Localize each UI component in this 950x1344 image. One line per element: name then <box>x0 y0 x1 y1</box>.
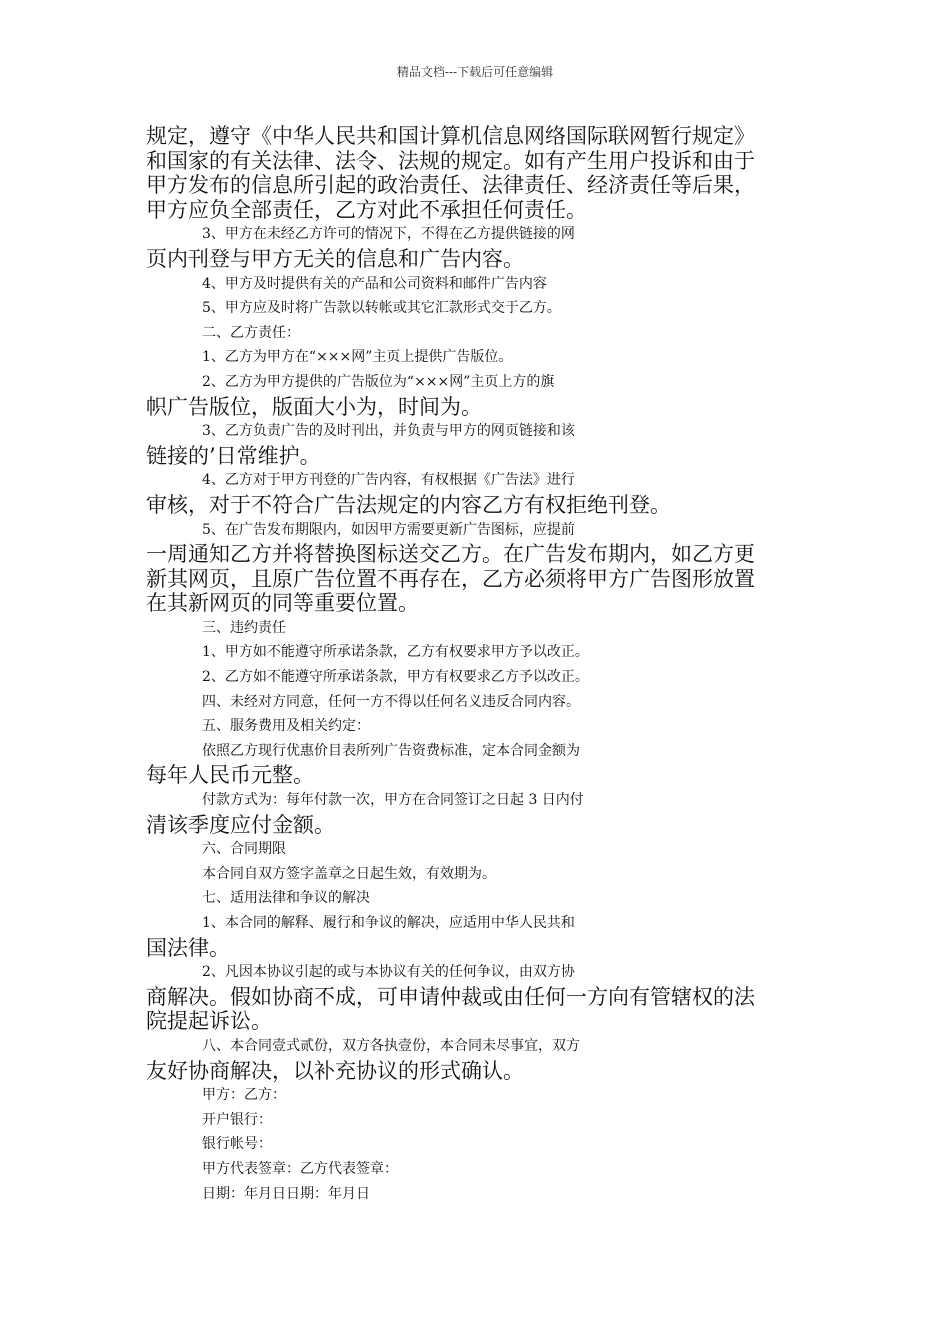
text-line: 七、适用法律和争议的解决 <box>202 890 370 907</box>
text-line: 日期：年月日日期：年月日 <box>202 1185 370 1202</box>
text-line: 清该季度应付金额。 <box>146 812 335 837</box>
text-line: 新其网页，且原广告位置不再存在，乙方必须将甲方广告图形放置 <box>146 566 755 591</box>
document-body <box>146 124 806 1206</box>
text-line: 甲方代表签章：乙方代表签章： <box>202 1160 398 1177</box>
text-line: 2、凡因本协议引起的或与本协议有关的任何争议，由双方协 <box>202 964 575 981</box>
text-line: 付款方式为：每年付款一次，甲方在合同签订之日起 3 日内付 <box>202 792 584 809</box>
text-line: 规定，遵守《中华人民共和国计算机信息网络国际联网暂行规定》 <box>146 124 755 148</box>
text-line: 本合同自双方签字盖章之日起生效，有效期为。 <box>202 865 496 882</box>
text-line: 五、服务费用及相关约定： <box>202 718 370 735</box>
text-line: 院提起诉讼。 <box>146 1009 272 1034</box>
text-line: 六、合同期限 <box>202 841 286 858</box>
text-line: 1、乙方为甲方在“×××网”主页上提供广告版位。 <box>202 349 513 366</box>
page-header: 精品文档---下载后可任意编辑 <box>396 65 554 79</box>
text-line: 甲方：乙方： <box>202 1087 286 1104</box>
text-line: 3、甲方在未经乙方许可的情况下，不得在乙方提供链接的网 <box>202 226 575 243</box>
text-line: 审核，对于不符合广告法规定的内容乙方有权拒绝刊登。 <box>146 492 671 517</box>
text-line: 页内刊登与甲方无关的信息和广告内容。 <box>146 246 524 271</box>
text-line: 5、在广告发布期限内，如因甲方需要更新广告图标，应提前 <box>202 521 575 538</box>
text-line: 国法律。 <box>146 935 230 960</box>
text-line: 5、甲方应及时将广告款以转帐或其它汇款形式交于乙方。 <box>202 300 561 317</box>
text-line: 1、本合同的解释、履行和争议的解决，应适用中华人民共和 <box>202 915 575 931</box>
text-line: 友好协商解决，以补充协议的形式确认。 <box>146 1058 524 1083</box>
text-line: 4、乙方对于甲方刊登的广告内容，有权根据《广告法》进行 <box>202 472 575 489</box>
text-line: 四、未经对方同意，任何一方不得以任何名义违反合同内容。 <box>202 693 580 710</box>
text-line: 帜广告版位，版面大小为，时间为。 <box>146 394 482 419</box>
text-line: 3、乙方负责广告的及时刊出，并负责与甲方的网页链接和该 <box>202 423 575 440</box>
text-line: 和国家的有关法律、法令、法规的规定。如有产生用户投诉和由于 <box>146 148 755 173</box>
text-line: 每年人民币元整。 <box>146 763 314 788</box>
text-line: 甲方应负全部责任，乙方对此不承担任何责任。 <box>146 197 587 222</box>
text-line: 银行帐号： <box>202 1136 272 1153</box>
text-line: 甲方发布的信息所引起的政治责任、法律责任、经济责任等后果， <box>146 173 755 198</box>
text-line: 2、乙方如不能遵守所承诺条款，甲方有权要求乙方予以改正。 <box>202 669 589 686</box>
text-line: 链接的’日常维护。 <box>146 443 321 468</box>
text-line: 二、乙方责任： <box>202 324 300 341</box>
text-line: 一周通知乙方并将替换图标送交乙方。在广告发布期内，如乙方更 <box>146 542 755 567</box>
text-line: 1、甲方如不能遵守所承诺条款，乙方有权要求甲方予以改正。 <box>202 644 589 661</box>
text-line: 三、违约责任 <box>202 619 286 636</box>
text-line: 4、甲方及时提供有关的产品和公司资料和邮件广告内容 <box>202 275 547 292</box>
text-line: 开户银行： <box>202 1111 272 1128</box>
text-line: 八、本合同壹式贰份，双方各执壹份，本合同未尽事宜，双方 <box>202 1037 580 1054</box>
text-line: 依照乙方现行优惠价目表所列广告资费标准，定本合同金额为 <box>202 742 580 759</box>
text-line: 在其新网页的同等重要位置。 <box>146 591 419 616</box>
text-line: 2、乙方为甲方提供的广告版位为“×××网”主页上方的旗 <box>202 373 555 390</box>
text-line: 商解决。假如协商不成，可申请仲裁或由任何一方向有管辖权的法 <box>146 984 755 1009</box>
